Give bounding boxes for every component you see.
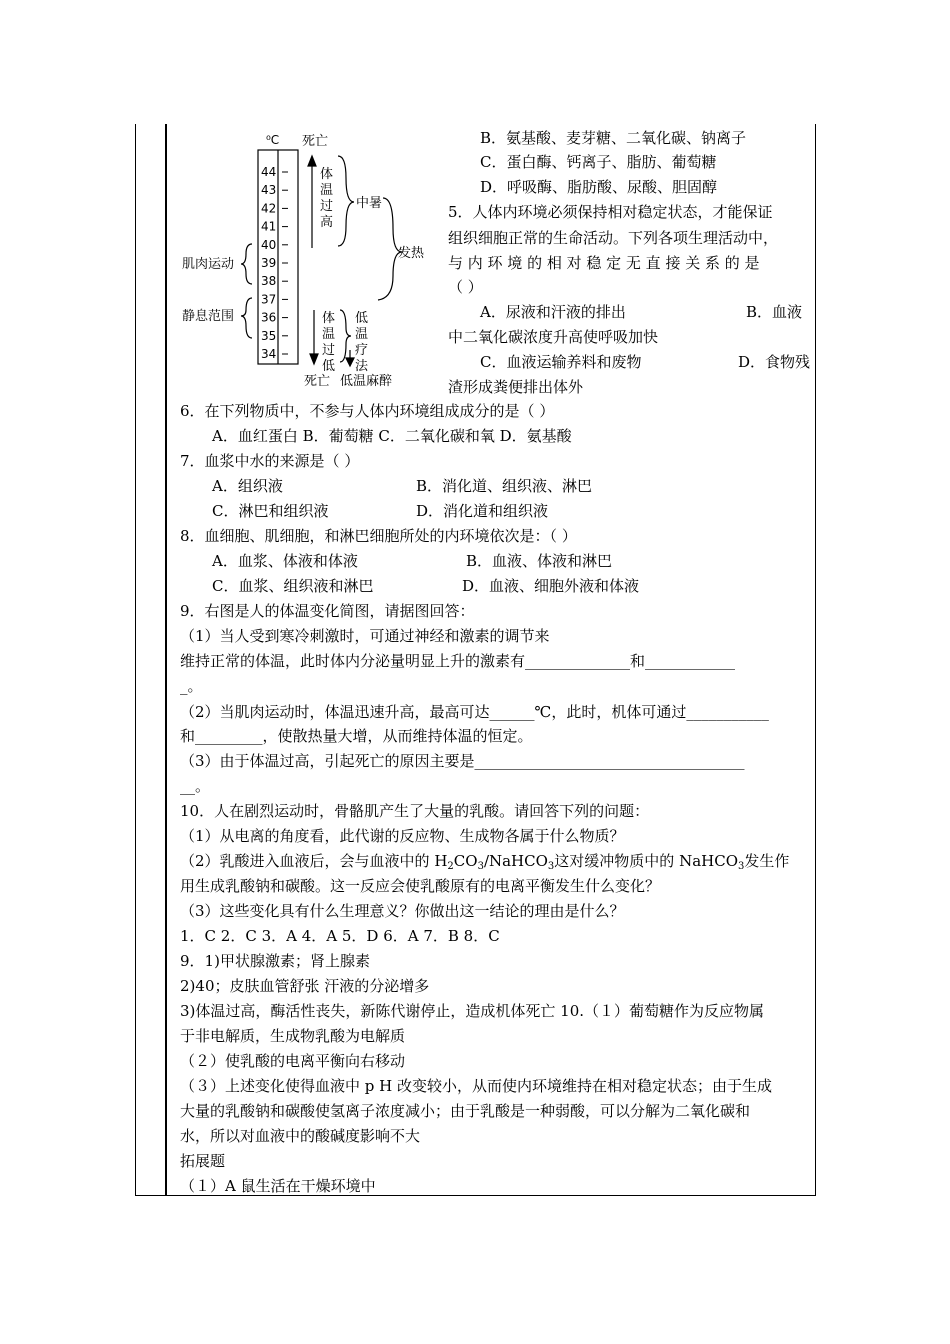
- scale-tick-label: 40: [261, 237, 277, 252]
- answer-10-3-line1: （３）上述变化使得血液中 p H 改变较小，从而使内环境维持在相对稳定状态；由于生成: [180, 1077, 772, 1095]
- svg-text:温: 温: [322, 327, 336, 342]
- svg-text:过: 过: [322, 343, 336, 358]
- heatstroke-label: 中暑: [356, 196, 383, 211]
- q4-option-b: B．氨基酸、麦芽糖、二氧化碳、钠离子: [480, 129, 747, 147]
- q9-part1-line2: 维持正常的体温，此时体内分泌量明显上升的激素有______________和____________: [180, 652, 736, 670]
- q8-option-c: C．血浆、组织液和淋巴: [212, 577, 374, 595]
- table-inner-divider: [165, 124, 167, 1196]
- q9: 9．右图是人的体温变化简图，请据图回答：: [180, 602, 475, 620]
- svg-text:温: 温: [320, 183, 334, 198]
- answer-10-3-line3: 水，所以对血液中的酸碱度影响不大: [180, 1127, 421, 1145]
- q9-part1-line1: （1）当人受到寒冷刺激时，可通过神经和激素的调节来: [180, 627, 550, 645]
- hypothermia-therapy-label: [355, 311, 369, 374]
- svg-text:体: 体: [320, 167, 334, 182]
- extension-title: 拓展题: [180, 1152, 226, 1170]
- resting-range-label: 静息范围: [182, 309, 235, 324]
- body-temperature-diagram: [178, 128, 438, 390]
- q5-option-d-1: D．食物残: [738, 353, 811, 371]
- q9-part2-line2: 和_________，使散热量大增，从而维持体温的恒定。: [180, 727, 533, 745]
- svg-text:低: 低: [355, 311, 369, 326]
- unit-label: ⁰C: [266, 133, 280, 147]
- q5-option-a: A．尿液和汗液的排出: [480, 303, 626, 321]
- death-top-label: 死亡: [302, 134, 329, 149]
- q5-option-b-1: B．血液: [746, 303, 803, 321]
- scale-tick-label: 36: [261, 310, 277, 325]
- q5-line-4: （ ）: [448, 278, 483, 296]
- q10-part2-line1: （2）乳酸进入血液后，会与血液中的 $H_2CO_3/NaHCO_3$这对缓冲物质中的 NaHCO$_3$发生作: [180, 852, 790, 872]
- down-arrow-icon: [310, 310, 318, 364]
- q10: 10．人在剧烈运动时，骨骼肌产生了大量的乳酸。请回答下列的问题：: [180, 802, 650, 820]
- q5-line-3: 与 内 环 境 的 相 对 稳 定 无 直 接 关 系 的 是: [448, 254, 760, 272]
- up-arrow-icon: [308, 156, 316, 248]
- q7: 7．血浆中水的来源是（ ）: [180, 452, 360, 470]
- scale-tick-label: 44: [261, 165, 277, 179]
- answer-9-2: 2)40；皮肤血管舒张 汗液的分泌增多: [180, 977, 430, 995]
- scale-tick-label: 43: [261, 183, 277, 198]
- q8-option-d: D．血液、细胞外液和体液: [462, 577, 640, 595]
- q5-line-1: 5．人体内环境必须保持相对稳定状态，才能保证: [448, 203, 773, 221]
- q10-part1: （1）从电离的角度看，此代谢的反应物、生成物各属于什么物质？: [180, 827, 625, 845]
- q4-option-d: D．呼吸酶、脂肪酸、尿酸、胆固醇: [480, 178, 718, 196]
- q8-option-b: B．血液、体液和淋巴: [466, 552, 613, 570]
- svg-text:疗: 疗: [355, 343, 369, 358]
- scale-tick-label: 35: [261, 328, 277, 343]
- svg-text:高: 高: [320, 215, 334, 230]
- q6-options: A．血红蛋白 B．葡萄糖 C．二氧化碳和氧 D．氨基酸: [212, 427, 572, 445]
- extension-part1: （１）A 鼠生活在干燥环境中: [180, 1177, 376, 1195]
- answer-10-2: （２）使乳酸的电离平衡向右移动: [180, 1052, 406, 1070]
- q4-option-c: C．蛋白酶、钙离子、脂肪、葡萄糖: [480, 153, 717, 171]
- q9-part3-line2: __。: [180, 777, 211, 795]
- muscle-exercise-label: 肌肉运动: [182, 257, 235, 272]
- scale-tick-label: 39: [261, 256, 277, 270]
- scale-tick-label: 38: [261, 274, 277, 289]
- q5-option-d-2: 渣形成粪便排出体外: [448, 378, 584, 396]
- q10-part2-line2: 用生成乳酸钠和碳酸。这一反应会使乳酸原有的电离平衡发生什么变化？: [180, 877, 661, 895]
- death-bottom-label: 死亡: [304, 374, 331, 389]
- low-anesthesia-label: 低温麻醉: [340, 374, 393, 389]
- answer-10-1: 于非电解质，生成物乳酸为电解质: [180, 1027, 406, 1045]
- q5-option-c: C．血液运输养料和废物: [480, 353, 642, 371]
- q10-part3: （3）这些变化具有什么生理意义？你做出这一结论的理由是什么？: [180, 902, 625, 920]
- answers-1-8: 1．C 2．C 3．A 4．A 5．D 6．A 7．B 8．C: [180, 927, 500, 945]
- answer-9-1: 9．1)甲状腺激素；肾上腺素: [180, 952, 370, 970]
- q7-option-a: A．组织液: [212, 477, 283, 495]
- scale-tick-label: 41: [261, 219, 277, 234]
- svg-text:法: 法: [355, 359, 369, 374]
- scale-tick-label: 42: [261, 201, 277, 216]
- q7-option-d: D．消化道和组织液: [416, 502, 549, 520]
- q7-option-c: C．淋巴和组织液: [212, 502, 329, 520]
- svg-text:体: 体: [322, 311, 336, 326]
- q7-option-b: B．消化道、组织液、淋巴: [416, 477, 593, 495]
- q9-part3-line1: （3）由于体温过高，引起死亡的原因主要是____________________________________: [180, 752, 745, 770]
- svg-text:温: 温: [355, 327, 369, 342]
- q5-line-2: 组织细胞正常的生命活动。下列各项生理活动中，: [448, 229, 779, 247]
- down-arrow-icon-2: [346, 350, 354, 366]
- q8: 8．血细胞、肌细胞，和淋巴细胞所处的内环境依次是：（ ）: [180, 527, 577, 545]
- fever-label: 发热: [398, 246, 425, 261]
- q5-option-b-2: 中二氧化碳浓度升高使呼吸加快: [448, 328, 659, 346]
- q9-part2-line1: （2）当肌肉运动时，体温迅速升高，最高可达______℃，此时，机体可通过___________: [180, 703, 769, 721]
- scale-tick-label: 37: [261, 292, 277, 307]
- too-low-label: [322, 310, 335, 374]
- q8-option-a: A．血浆、体液和体液: [212, 552, 358, 570]
- scale-tick-label: 34: [261, 347, 277, 361]
- q6: 6．在下列物质中，不参与人体内环境组成成分的是（ ）: [180, 402, 555, 420]
- answer-9-3: 3)体温过高，酶活性丧失，新陈代谢停止，造成机体死亡 10.（１）葡萄糖作为反应物属: [180, 1002, 765, 1020]
- svg-text:过: 过: [320, 199, 334, 214]
- too-high-label: [320, 166, 333, 230]
- answer-10-3-line2: 大量的乳酸钠和碳酸使氢离子浓度减小；由于乳酸是一种弱酸，可以分解为二氧化碳和: [180, 1102, 751, 1120]
- svg-text:低: 低: [322, 359, 336, 374]
- q9-part1-line3: _。: [180, 677, 203, 695]
